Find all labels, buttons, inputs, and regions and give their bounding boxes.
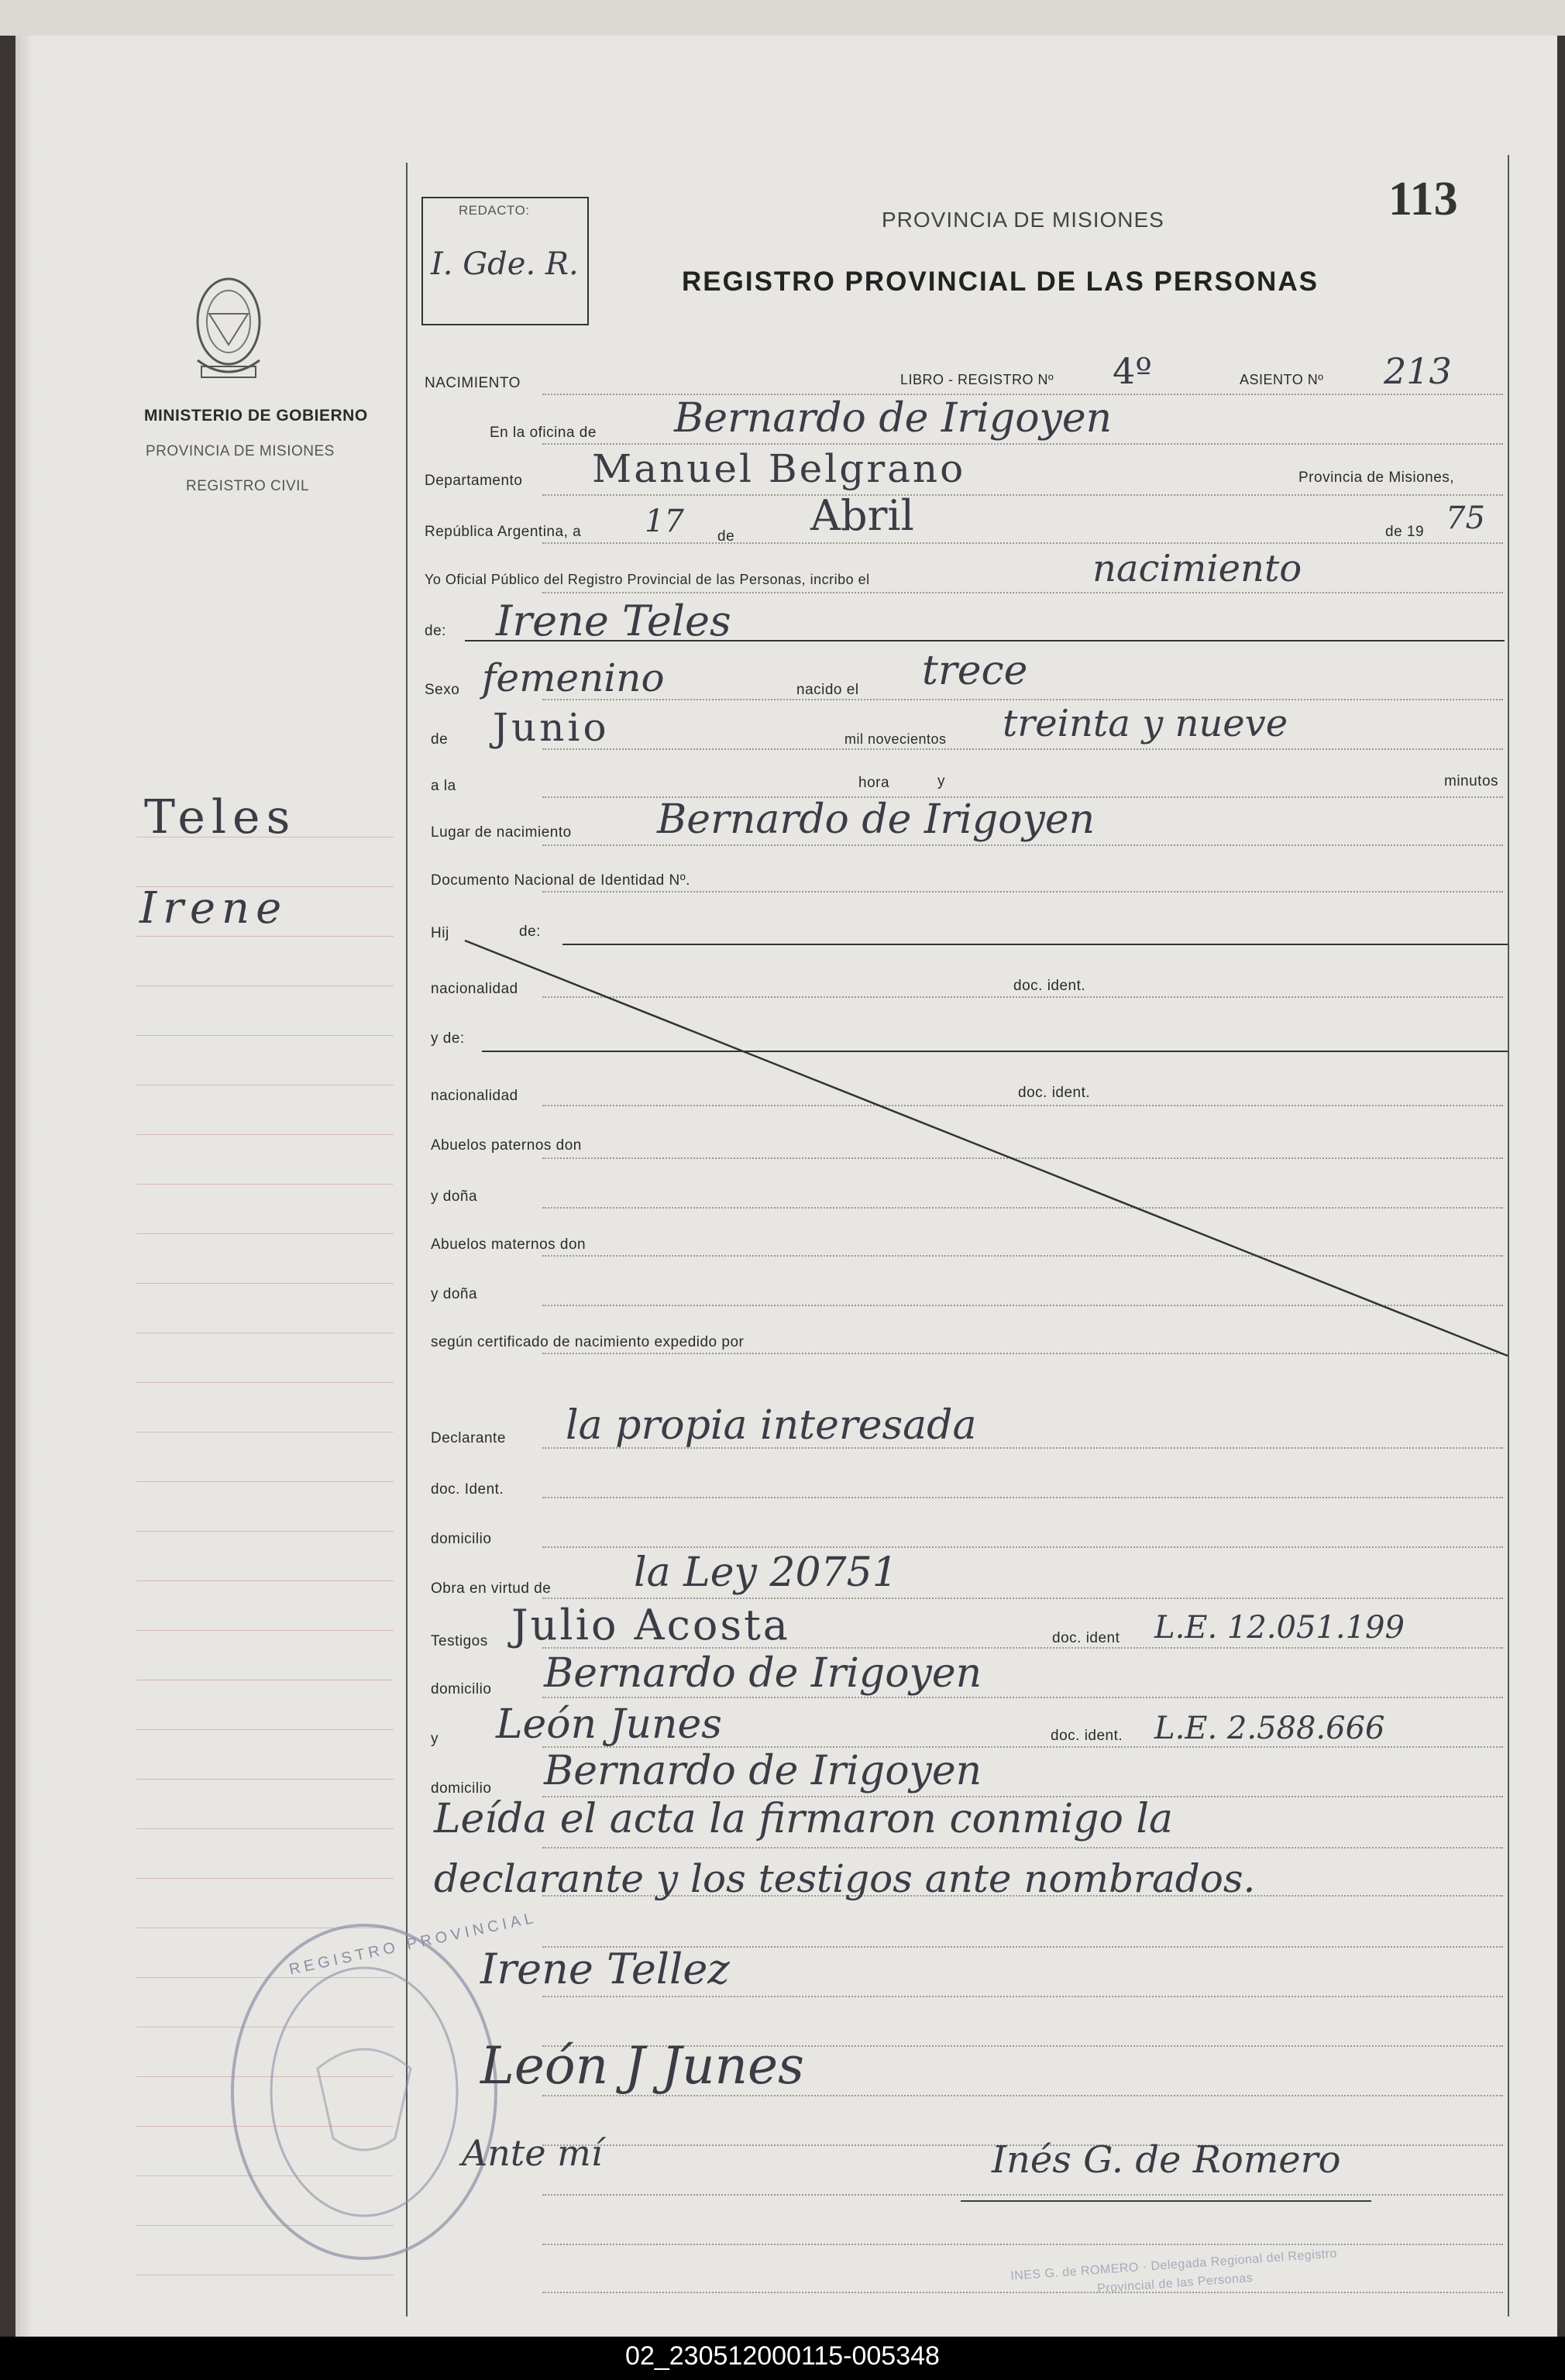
value-testigo2-doc: L.E. 2.588.666 (1154, 1711, 1385, 1746)
label-departamento: Departamento (425, 473, 523, 489)
scan-caption: 02_230512000115-005348 (625, 2341, 940, 2371)
label-y2: y (431, 1731, 439, 1747)
value-obra: la Ley 20751 (634, 1549, 898, 1596)
value-departamento: Manuel Belgrano (592, 446, 966, 491)
ministry-line2: PROVINCIA DE MISIONES (146, 443, 335, 459)
margin-given-name: Irene (139, 883, 288, 934)
label-oficina: En la oficina de (490, 425, 597, 441)
value-testigo1-doc: L.E. 12.051.199 (1154, 1610, 1405, 1646)
registry-seal-icon (225, 1914, 504, 2270)
value-libro: 4º (1113, 350, 1152, 392)
signature-declarante: Irene Tellez (480, 1945, 730, 1993)
closing-line1: Leída el acta la firmaron conmigo la (434, 1796, 1174, 1842)
value-domicilio3: Bernardo de Irigoyen (544, 1748, 982, 1794)
label-domicilio3: domicilio (431, 1780, 492, 1797)
label-anio-prefix: de 19 (1385, 524, 1425, 540)
signature-ante-mi: Ante mí (462, 2132, 603, 2174)
value-anio-nac: treinta y nueve (1003, 702, 1288, 745)
label-ydona: y doña (431, 1188, 478, 1205)
label-yde: y de: (431, 1030, 465, 1047)
redacto-value: I. Gde. R. (431, 246, 579, 282)
value-testigo2: León Junes (496, 1701, 722, 1748)
signature-official: Inés G. de Romero (992, 2138, 1341, 2182)
label-de-nombre: de: (425, 623, 446, 639)
value-oficina: Bernardo de Irigoyen (674, 395, 1113, 442)
label-domicilio: domicilio (431, 1531, 492, 1547)
closing-line2: declarante y los testigos ante nombrados. (434, 1856, 1256, 1901)
label-de-padre: de: (519, 923, 541, 940)
label-minutos: minutos (1444, 773, 1499, 789)
value-mes: Abril (810, 491, 914, 540)
value-asiento: 213 (1384, 350, 1452, 392)
label-ydona2: y doña (431, 1286, 478, 1302)
value-lugar: Bernardo de Irigoyen (657, 796, 1096, 843)
header-registry: REGISTRO PROVINCIAL DE LAS PERSONAS (682, 267, 1319, 297)
label-docident4: doc. ident (1052, 1630, 1120, 1646)
ministry-line3: REGISTRO CIVIL (186, 478, 310, 494)
label-certificado: según certificado de nacimiento expedido por (431, 1334, 745, 1350)
label-docident: doc. ident. (1013, 978, 1086, 994)
label-docident5: doc. ident. (1051, 1728, 1123, 1744)
label-ala: a la (431, 778, 456, 794)
label-nacimiento: NACIMIENTO (425, 375, 521, 391)
label-abuelos-pat: Abuelos paternos don (431, 1137, 582, 1154)
official-sign-line (961, 2200, 1371, 2202)
label-asiento: ASIENTO Nº (1240, 372, 1324, 387)
label-obra: Obra en virtud de (431, 1580, 552, 1597)
label-sexo: Sexo (425, 682, 460, 698)
label-y: y (937, 773, 945, 789)
label-mil: mil novecientos (844, 731, 947, 747)
label-nacido: nacido el (796, 682, 859, 698)
signature-testigo: León J Junes (480, 2036, 804, 2096)
label-declarante: Declarante (431, 1430, 506, 1446)
label-testigos: Testigos (431, 1633, 488, 1649)
value-anio: 75 (1446, 500, 1485, 536)
official-stamp: INES G. de ROMERO · Delegada Regional del Registro Provincial de las Personas (1010, 2247, 1338, 2296)
label-nacionalidad2: nacionalidad (431, 1088, 518, 1104)
value-oficial: nacimiento (1092, 547, 1302, 590)
label-oficial: Yo Oficial Público del Registro Provincial de las Personas, incribo el (425, 572, 870, 587)
redacto-label: REDACTO: (459, 203, 530, 218)
label-hora: hora (858, 775, 890, 791)
label-hij: Hij (431, 925, 449, 941)
value-testigo1: Julio Acosta (511, 1601, 790, 1649)
value-declarante: la propia interesada (566, 1402, 977, 1449)
label-libro: LIBRO - REGISTRO Nº (900, 372, 1054, 387)
value-nombre: Irene Teles (496, 597, 731, 645)
value-domicilio2: Bernardo de Irigoyen (544, 1650, 982, 1697)
label-docident3: doc. Ident. (431, 1481, 504, 1498)
value-dia: 17 (645, 504, 684, 539)
label-abuelos-mat: Abuelos maternos don (431, 1236, 586, 1253)
value-sexo: femenino (482, 655, 665, 700)
label-dni: Documento Nacional de Identidad Nº. (431, 872, 690, 889)
ministry-line1: MINISTERIO DE GOBIERNO (144, 407, 368, 425)
page-number: 113 (1388, 173, 1458, 225)
margin-surname: Teles (144, 790, 297, 844)
label-republica: República Argentina, a (425, 524, 582, 540)
label-domicilio2: domicilio (431, 1681, 492, 1697)
value-nacido: trece (922, 648, 1028, 694)
label-lugar: Lugar de nacimiento (431, 824, 572, 841)
label-de-mes-nac: de (431, 731, 449, 748)
header-province: PROVINCIA DE MISIONES (882, 208, 1164, 232)
label-docident2: doc. ident. (1018, 1085, 1091, 1101)
seal-text: REGISTRO PROVINCIAL (287, 1909, 538, 1979)
value-mes-nac: Junio (493, 705, 610, 750)
label-provincia: Provincia de Misiones, (1298, 469, 1455, 486)
label-nacionalidad: nacionalidad (431, 981, 518, 997)
label-de-mes: de (717, 528, 735, 545)
